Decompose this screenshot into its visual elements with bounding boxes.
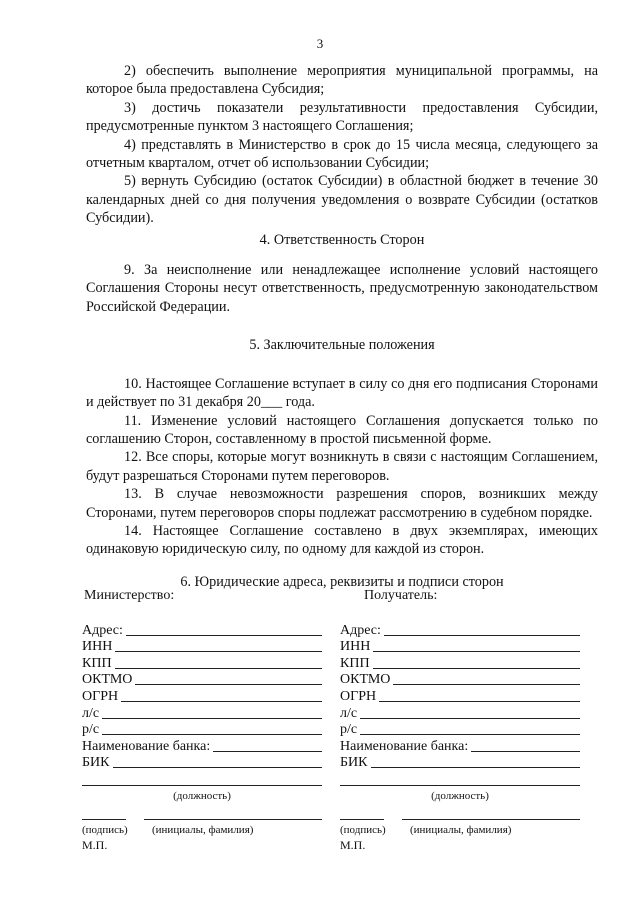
- section-heading-final-provisions: 5. Заключительные положения: [249, 337, 435, 354]
- field-label: Наименование банка:: [340, 738, 469, 754]
- field-row: [82, 755, 322, 772]
- fill-line: [113, 767, 323, 768]
- field-label: БИК: [82, 755, 110, 771]
- fill-line: [393, 684, 580, 685]
- field-row: [340, 672, 580, 689]
- field-label: КПП: [340, 655, 370, 671]
- name-line: [402, 819, 580, 820]
- clause-paragraph: 14. Настоящее Соглашение составлено в двух экземплярах, имеющих одинаковую юридическую силу, по одному для каждой из сторон.: [86, 522, 598, 558]
- fill-line: [115, 651, 322, 652]
- name-caption: (инициалы, фамилия): [152, 824, 254, 837]
- fill-line: [379, 701, 580, 702]
- field-label: Адрес:: [340, 622, 381, 638]
- field-label: л/с: [340, 705, 358, 721]
- field-label: р/с: [82, 722, 100, 738]
- field-row: [340, 722, 580, 739]
- fill-line: [371, 767, 581, 768]
- recipient-fields: [340, 622, 580, 771]
- fill-line: [135, 684, 322, 685]
- obligation-paragraph: 5) вернуть Субсидию (остаток Субсидии) в областной бюджет в течение 30 календарных дней со дня получения уведомления о возврате Субсидии (остатков Субсидии).: [86, 173, 598, 227]
- fill-line: [126, 635, 322, 636]
- fill-line: [121, 701, 322, 702]
- field-row: [82, 655, 322, 672]
- obligation-paragraph: 2) обеспечить выполнение мероприятия муниципальной программы, на которое была предоставлена Субсидия;: [86, 63, 598, 98]
- field-row: [340, 639, 580, 656]
- field-label: р/с: [340, 722, 358, 738]
- signature-lines: [82, 819, 322, 820]
- field-label: БИК: [340, 755, 368, 771]
- field-label: ОКТМО: [82, 672, 133, 688]
- signature-line: [82, 819, 126, 820]
- field-row: [82, 705, 322, 722]
- obligation-paragraph: 3) достичь показатели результативности предоставления Субсидии, предусмотренные пунктом 3 настоящего Соглашения;: [86, 99, 598, 135]
- signature-line: [340, 819, 384, 820]
- recipient-title: Получатель:: [364, 588, 438, 603]
- fill-line: [471, 751, 580, 752]
- section-heading-requisites: 6. Юридические адреса, реквизиты и подписи сторон: [180, 573, 504, 590]
- document-body: [86, 62, 598, 595]
- fill-line: [384, 635, 580, 636]
- name-caption: (инициалы, фамилия): [410, 824, 512, 837]
- field-label: ИНН: [340, 639, 371, 655]
- position-line: [82, 785, 322, 786]
- field-label: Адрес:: [82, 622, 123, 638]
- field-row: [340, 738, 580, 755]
- fill-line: [360, 718, 580, 719]
- field-label: ОГРН: [82, 688, 119, 704]
- field-label: Наименование банка:: [82, 738, 211, 754]
- fill-line: [373, 651, 580, 652]
- field-row: [340, 688, 580, 705]
- field-label: ОКТМО: [340, 672, 391, 688]
- signature-caption: (подпись): [82, 824, 128, 837]
- field-row: [82, 722, 322, 739]
- section-heading-responsibility: 4. Ответственность Сторон: [259, 231, 425, 248]
- clause-paragraph: 11. Изменение условий настоящего Соглашения допускается только по соглашению Сторон, составленному в простой письменной форме.: [86, 412, 598, 447]
- signature-caption: (подпись): [340, 824, 386, 837]
- clause-paragraph: 10. Настоящее Соглашение вступает в силу со дня его подписания Сторонами и действует по 31 декабря 20___ года.: [86, 375, 598, 411]
- position-caption: (должность): [431, 790, 489, 803]
- ministry-title: Министерство:: [84, 588, 175, 603]
- field-row: [82, 688, 322, 705]
- fill-line: [102, 734, 322, 735]
- fill-line: [115, 668, 322, 669]
- page-number: 3: [316, 36, 324, 51]
- ministry-fields: [82, 622, 322, 771]
- recipient-column: [340, 586, 580, 853]
- name-line: [144, 819, 322, 820]
- field-row: [82, 622, 322, 639]
- field-row: [82, 672, 322, 689]
- field-row: [340, 622, 580, 639]
- stamp-place: М.П.: [340, 838, 366, 853]
- signature-captions: [82, 824, 322, 837]
- field-label: КПП: [82, 655, 112, 671]
- field-row: [82, 639, 322, 656]
- field-row: [340, 755, 580, 772]
- field-row: [340, 655, 580, 672]
- stamp-place: М.П.: [82, 838, 108, 853]
- fill-line: [360, 734, 580, 735]
- clause-paragraph: 9. За неисполнение или ненадлежащее исполнение условий настоящего Соглашения Стороны несут ответственность, предусмотренную законодательством Российской Федерации.: [86, 262, 598, 315]
- signature-captions: [340, 824, 580, 837]
- ministry-column: [82, 586, 322, 853]
- clause-paragraph: 13. В случае невозможности разрешения споров, возникших между Сторонами, путем переговоров споры подлежат рассмотрению в судебном порядке.: [86, 486, 598, 521]
- field-row: [82, 738, 322, 755]
- field-label: л/с: [82, 705, 100, 721]
- signature-lines: [340, 819, 580, 820]
- position-line: [340, 785, 580, 786]
- clause-paragraph: 12. Все споры, которые могут возникнуть в связи с настоящим Соглашением, будут разрешаться Сторонами путем переговоров.: [86, 449, 598, 484]
- field-label: ОГРН: [340, 688, 377, 704]
- fill-line: [102, 718, 322, 719]
- obligation-paragraph: 4) представлять в Министерство в срок до 15 числа месяца, следующего за отчетным кварталом, отчет об использовании Субсидии;: [86, 136, 598, 172]
- position-caption: (должность): [173, 790, 231, 803]
- field-label: ИНН: [82, 639, 113, 655]
- fill-line: [373, 668, 580, 669]
- fill-line: [213, 751, 322, 752]
- field-row: [340, 705, 580, 722]
